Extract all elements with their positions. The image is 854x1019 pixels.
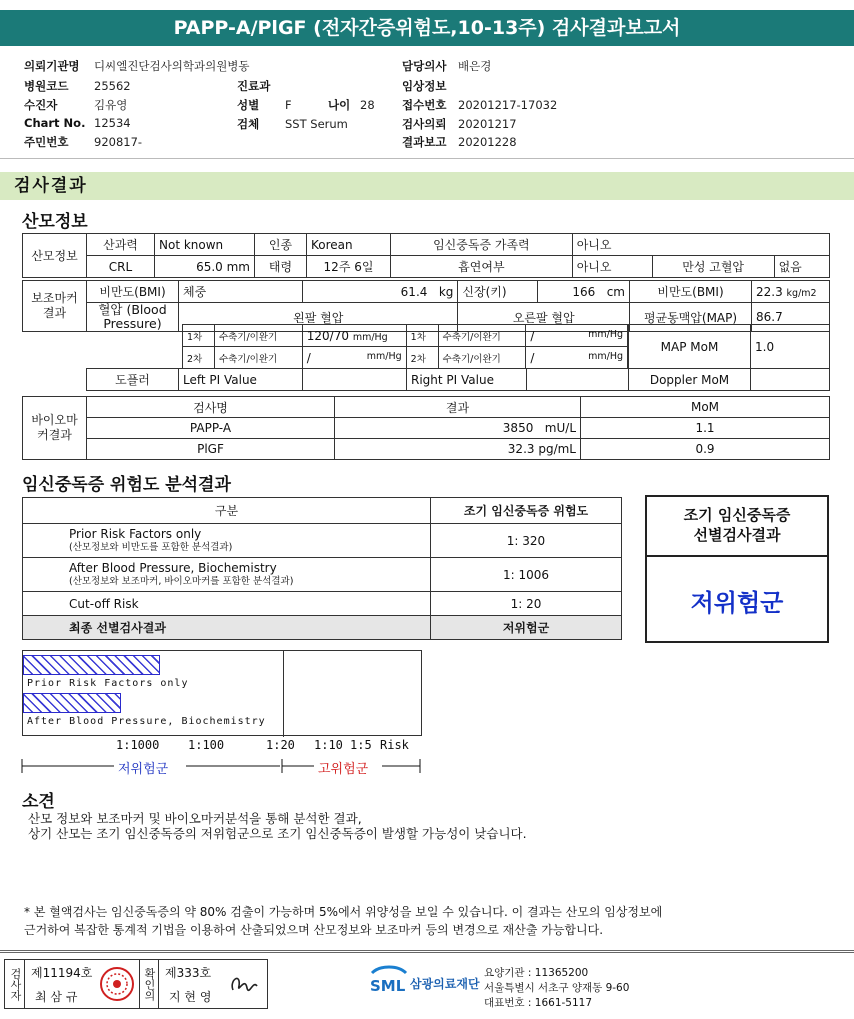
cutoff-line: [283, 651, 284, 737]
bmi-value: 22.3: [756, 284, 783, 299]
clinical-row: 임상정보: [402, 79, 447, 93]
aux-row-label: 보조마커결과: [23, 281, 87, 332]
risk-table: 구분 조기 임신중독증 위험도 Prior Risk Factors only (산모정보와 비만도를 포함한 분석결과) 1: 320 After Blood Pressure, Biochemistry (산모정보와 보조마커, 바이오마커를 포함한 분석결과) 1: 1006 Cut-off Risk 1: 20 최종 선별검사결과 저위험군: [22, 497, 622, 640]
risk-row: Prior Risk Factors only (산모정보와 비만도를 포함한 분석결과) 1: 320: [23, 524, 622, 558]
height-value: 166: [572, 284, 596, 299]
crl-value: 65.0 mm: [155, 256, 255, 278]
footer: [0, 950, 854, 1019]
low-risk-label: 저위험군: [118, 762, 169, 777]
smoking-value: 아니오: [572, 256, 652, 278]
inspector-name: 최 삼 규: [35, 990, 78, 1004]
svg-text:SML: SML: [370, 977, 406, 995]
tick-label: 1:10: [314, 738, 343, 752]
family-history-value: 아니오: [572, 234, 829, 256]
biomarker-table: 바이오마커결과 검사명 결과 MoM PAPP-A 3850 mU/L 1.1 PlGF 32.3 pg/mL 0.9: [22, 396, 830, 460]
section-title: 검사결과: [0, 172, 854, 200]
report-title: PAPP-A/PlGF (전자간증위험도,10-13주) 검사결과보고서: [0, 10, 854, 46]
ga-value: 12주 6일: [307, 256, 391, 278]
org-name: 삼광의료재단: [410, 977, 480, 991]
map-mom-value: 1.0: [751, 325, 830, 369]
patient-row: 수진자 김유영: [24, 98, 128, 112]
phone: 대표번호 : 1661-5117: [484, 997, 593, 1009]
rrn-row: 주민번호 920817-: [24, 135, 143, 149]
maternal-heading: 산모정보: [22, 212, 88, 232]
note-line-1: * 본 혈액검사는 임신중독증의 약 80% 검출이 가능하며 5%에서 위양성을 보일 수 있습니다. 이 결과는 산모의 임상정보에: [24, 905, 663, 919]
request-row: 검사의뢰 20201217: [402, 117, 517, 131]
risk-bar-after: [23, 693, 121, 713]
race-value: Korean: [307, 234, 391, 256]
chart-no-row: Chart No. 12534: [24, 116, 131, 130]
institution-row: 의뢰기관명 디씨엘진단검사의학과의원병동: [24, 59, 250, 73]
institution-code: 요양기관 : 11365200: [484, 967, 589, 979]
comment-line-2: 상기 산모는 조기 임신중독증의 저위험군으로 조기 임신중독증이 발생할 가능성이 낮습니다.: [28, 826, 527, 841]
map-value: 86.7: [752, 303, 830, 332]
doctor-row: 담당의사 배은경: [402, 59, 492, 73]
weight-value: 61.4: [400, 284, 428, 299]
receipt-row: 접수번호 20201217-17032: [402, 98, 558, 112]
specimen-row: 검체 SST Serum: [237, 117, 348, 131]
age-row: 나이 28: [328, 98, 375, 112]
parity-value: Not known: [155, 234, 255, 256]
confirmer-name: 지 현 영: [169, 990, 212, 1004]
report-date-row: 결과보고 20201228: [402, 135, 517, 149]
maternal-table: 산모정보 산과력 Not known 인종 Korean 임신중독증 가족력 아니오 CRL 65.0 mm 태령 12주 6일 흡연여부 아니오 만성 고혈압 없음: [22, 233, 830, 278]
seal-icon: [99, 966, 135, 1002]
confirmer-license: 제333호: [165, 966, 212, 980]
risk-row: Cut-off Risk 1: 20: [23, 592, 622, 616]
left-bp-2: /: [306, 350, 311, 365]
left-pi-value: [303, 369, 407, 391]
left-bp-1: 120/70: [306, 328, 349, 343]
doppler-table: 도플러 Left PI Value Right PI Value Doppler MoM: [86, 368, 830, 391]
inspector-label: 검사자: [5, 960, 25, 1008]
note-line-2: 근거하여 복잡한 통계적 기법을 이용하여 산출되었으며 산모정보와 보조마커 등의 변경으로 재산출 가능합니다.: [24, 923, 604, 937]
tick-label: 1:20: [266, 738, 295, 752]
comment-line-1: 산모 정보와 보조마커 및 바이오마커분석을 통해 분석한 결과,: [28, 811, 362, 826]
risk-heading: 임신중독증 위험도 분석결과: [22, 475, 231, 495]
address: 서울특별시 서초구 양재동 9-60: [484, 982, 630, 994]
maternal-row-label: 산모정보: [23, 234, 87, 278]
dept-row: 진료과: [237, 79, 271, 93]
bio-row-label: 바이오마커결과: [23, 397, 87, 460]
right-bp-2: /: [530, 350, 535, 365]
aux-marker-table: 보조마커결과 비만도(BMI) 체중 61.4 kg 신장(키) 166 cm 비만도(BMI) 22.3 kg/m2 혈압 (Blood Pressure) 왼팔 혈압 오른팔 혈압 평균동맥압(MAP) 86.7: [22, 280, 830, 332]
doppler-mom-value: [751, 369, 830, 391]
signature-box: [4, 959, 268, 1009]
bp-detail-table: 1차 수축기/이완기 120/70 mm/Hg 1차 수축기/이완기 / mm/Hg 2차 수축기/이완기 / mm/Hg 2차 수축기/이완기 / mm/Hg: [182, 324, 628, 369]
signature-icon: [227, 968, 263, 1000]
tick-label: 1:1000: [116, 738, 160, 752]
final-result-value: 저위험군: [431, 616, 622, 640]
map-mom-table: MAP MoM 1.0: [628, 324, 830, 369]
biomarker-row: PlGF 32.3 pg/mL 0.9: [23, 439, 830, 460]
chronic-value: 없음: [774, 256, 829, 278]
comment-heading: 소견: [22, 792, 55, 812]
high-risk-label: 고위험군: [318, 762, 369, 777]
biomarker-row: PAPP-A 3850 mU/L 1.1: [23, 418, 830, 439]
inspector-license: 제11194호: [31, 966, 93, 980]
hospital-code-row: 병원코드 25562: [24, 79, 131, 93]
right-pi-value: [527, 369, 629, 391]
sex-row: 성별 F: [237, 98, 292, 112]
header-divider: [0, 158, 854, 159]
risk-row: After Blood Pressure, Biochemistry (산모정보와 보조마커, 바이오마커를 포함한 분석결과) 1: 1006: [23, 558, 622, 592]
risk-bar-label-prior: Prior Risk Factors only: [27, 678, 189, 689]
risk-bar-label-after: After Blood Pressure, Biochemistry: [27, 716, 266, 727]
right-bp-1: /: [530, 328, 535, 343]
sml-logo: [368, 963, 408, 998]
risk-chart: [22, 650, 422, 736]
sml-logo-icon: [368, 963, 408, 995]
confirmer-label: 확인의: [139, 960, 159, 1008]
screening-result-box: 조기 임신중독증 선별검사결과 저위험군: [645, 495, 829, 643]
risk-bar-prior: [23, 655, 160, 675]
tick-label: 1:100: [188, 738, 225, 752]
tick-label: 1:5: [350, 738, 372, 752]
tick-label: Risk: [380, 738, 409, 752]
screening-result-value: 저위험군: [690, 589, 784, 617]
final-result-row: 최종 선별검사결과 저위험군: [23, 616, 622, 640]
